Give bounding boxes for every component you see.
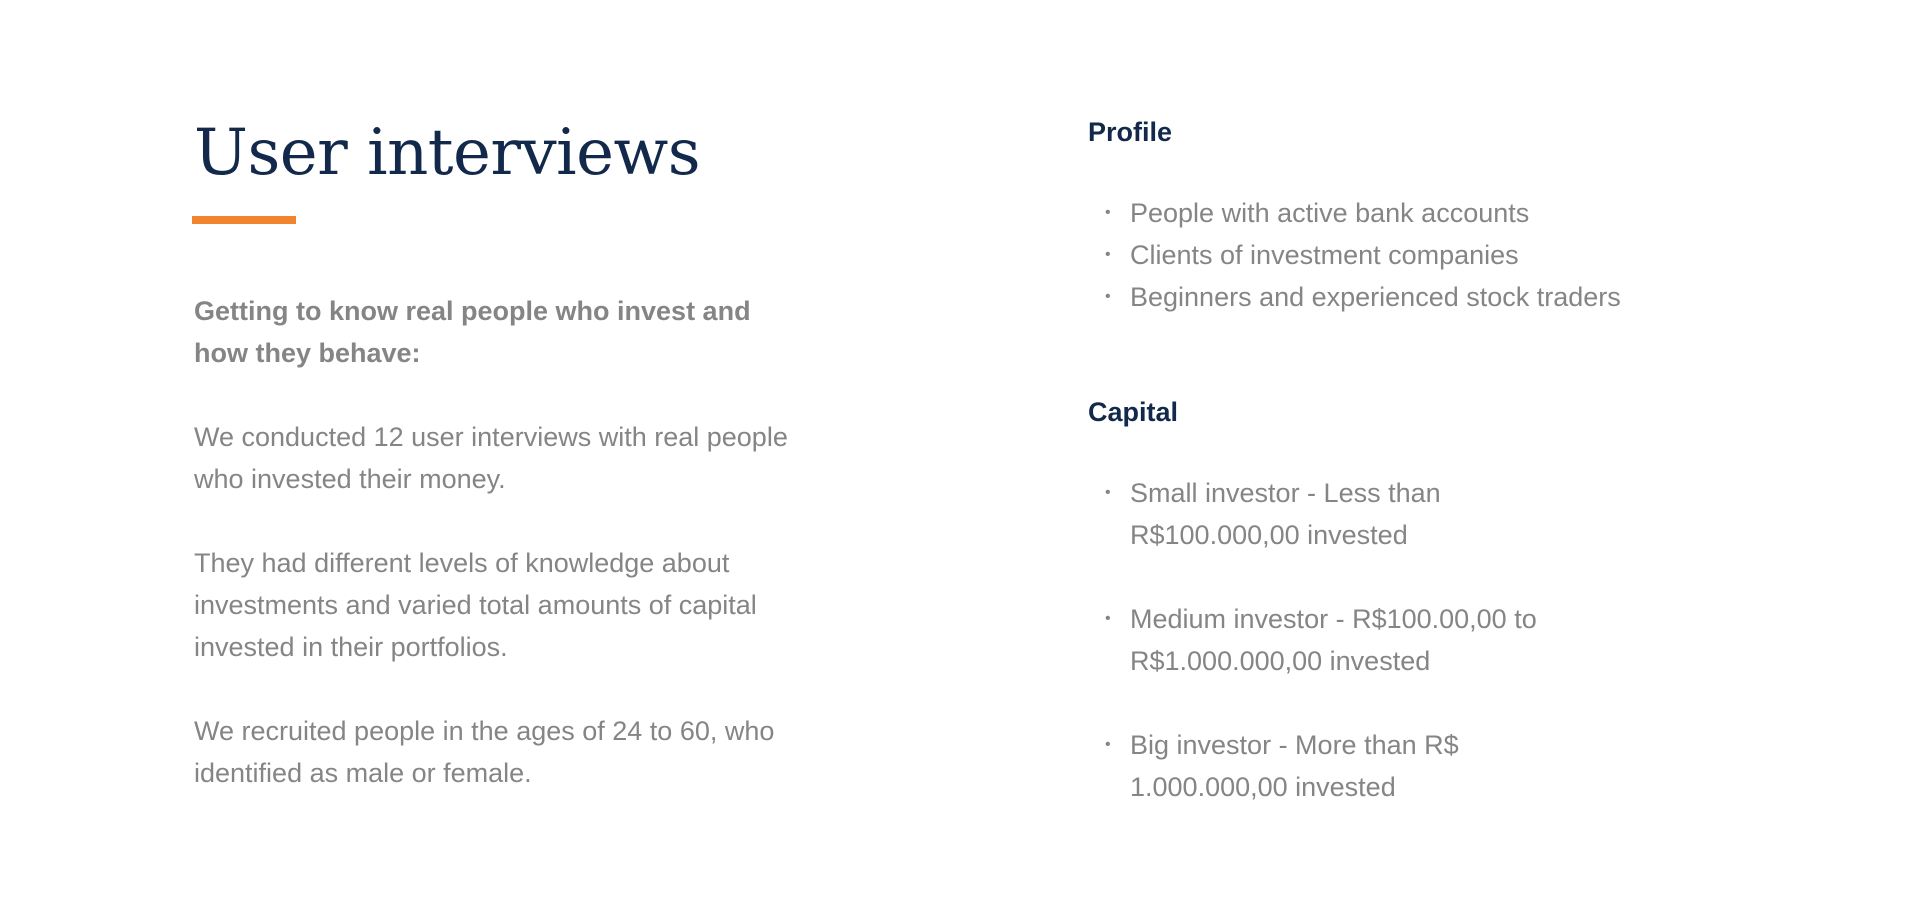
list-item	[1088, 192, 1828, 234]
capital-list	[1088, 472, 1828, 808]
bullet-icon: •	[1105, 484, 1111, 501]
capital-item-label: Small investor - Less than R$100.000,00 invested	[1130, 478, 1441, 550]
paragraph-recruitment: We recruited people in the ages of 24 to 60, who identified as male or female.	[194, 716, 775, 788]
profile-heading: Profile	[1088, 117, 1173, 147]
bullet-icon: •	[1105, 288, 1111, 305]
lead-text: Getting to know real people who invest and how they behave:	[194, 296, 751, 368]
profile-item-label: Beginners and experienced stock traders	[1130, 282, 1621, 312]
profile-item-label: People with active bank accounts	[1130, 198, 1530, 228]
paragraph-interviews: We conducted 12 user interviews with real people who invested their money.	[194, 422, 788, 494]
bullet-icon: •	[1105, 204, 1111, 221]
bullet-icon: •	[1105, 610, 1111, 627]
list-item	[1088, 598, 1630, 682]
details-column	[1088, 114, 1828, 808]
list-item	[1088, 276, 1828, 318]
paragraph-knowledge: They had different levels of knowledge about investments and varied total amounts of capital invested in their portfolios.	[194, 548, 757, 662]
capital-item-label: Big investor - More than R$ 1.000.000,00 invested	[1130, 730, 1459, 802]
bullet-icon: •	[1105, 736, 1111, 753]
page-title: User interviews	[194, 116, 701, 190]
intro-column	[194, 110, 874, 794]
profile-item-label: Clients of investment companies	[1130, 240, 1519, 270]
list-item	[1088, 234, 1828, 276]
list-item	[1088, 724, 1570, 808]
title-underline	[192, 216, 296, 224]
capital-item-label: Medium investor - R$100.00,00 to R$1.000.000,00 invested	[1130, 604, 1537, 676]
capital-heading: Capital	[1088, 397, 1179, 427]
profile-list	[1088, 192, 1828, 318]
list-item	[1088, 472, 1550, 556]
bullet-icon: •	[1105, 246, 1111, 263]
